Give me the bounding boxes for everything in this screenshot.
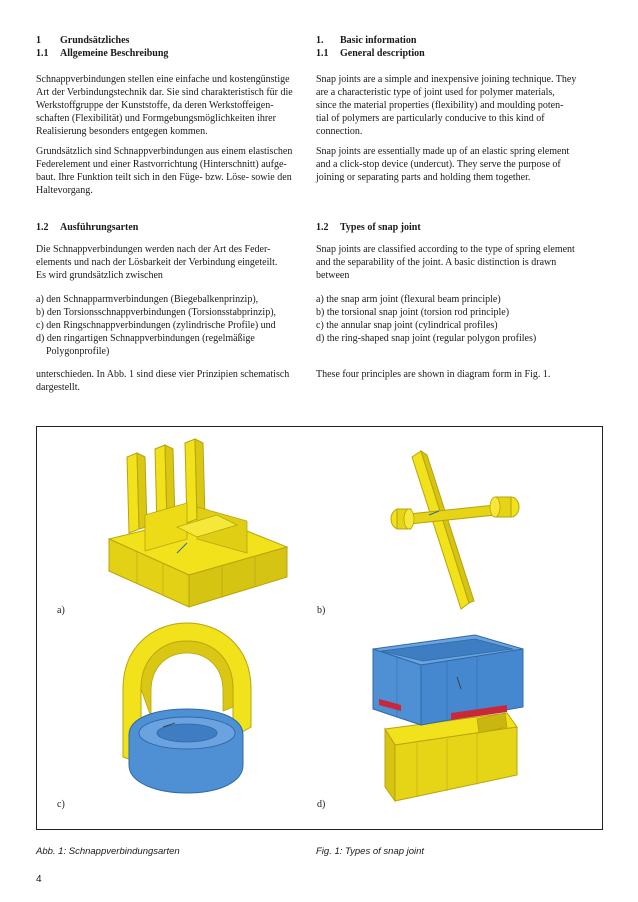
annular-snap-joint-illustration — [123, 623, 251, 793]
english-paragraph-4: These four principles are shown in diagram form in Fig. 1. — [316, 369, 551, 380]
list-item-continuation: Polygonprofile) — [46, 346, 110, 357]
list-item: c) the annular snap joint (cylindrical profiles) — [316, 320, 498, 331]
german-paragraph-4: unterschieden. In Abb. 1 sind diese vier Prinzipien schematisch dargestellt. — [36, 369, 290, 393]
german-paragraph-2: Grundsätzlich sind Schnappverbindungen aus einem elastischen Federelement und einer Rastvorrichtung (Hinterschnitt) aufge- baut. Ihre Funktion teilt sich in den Füge- bzw. Löse- sowie den Haltevorgang. — [36, 146, 293, 196]
list-item: d) den ringartigen Schnappverbindungen (regelmäßige — [36, 333, 255, 344]
section-1-1-heading-en: 1.1 General description — [316, 48, 425, 59]
section-1-heading: 1 Grundsätzliches — [36, 35, 130, 46]
figure-caption-german: Abb. 1: Schnappverbindungsarten — [36, 846, 180, 857]
list-item: d) the ring-shaped snap joint (regular polygon profiles) — [316, 333, 537, 344]
page-number: 4 — [36, 874, 42, 885]
german-paragraph-1: Schnappverbindungen stellen eine einfache und kostengünstige Art der Verbindungstechnik dar. Sie sind charakteristisch für die Werkstoffgruppe der Kunststoffe, da deren Werkstoffeigen- schaften (Flexibilität) und Formgebungsmöglichkeiten ihrer Realisierung besonders entgegen kommen. — [36, 74, 293, 137]
english-column — [316, 34, 584, 60]
section-1-2-heading: 1.2 Ausführungsarten — [36, 222, 139, 233]
list-item: b) den Torsionsschnappverbindungen (Torsionsstabprinzip), — [36, 307, 277, 318]
figure-frame — [36, 426, 603, 830]
list-item: a) the snap arm joint (flexural beam principle) — [316, 294, 501, 305]
english-paragraph-1: Snap joints are a simple and inexpensive joining technique. They are a characteristic type of joint used for polymer materials, since the material properties (flexibility) and moulding poten- tial of polymers are particularly conducive to this kind of connection. — [316, 74, 577, 137]
list-item: c) den Ringschnappverbindungen (zylindrische Profile) und — [36, 320, 276, 331]
ring-snap-joint-illustration — [373, 635, 523, 801]
torsional-snap-joint-illustration — [391, 451, 519, 609]
german-column — [36, 34, 304, 60]
figure-label-a: a) — [57, 605, 65, 616]
figure-caption-english: Fig. 1: Types of snap joint — [316, 846, 425, 857]
english-paragraph-3: Snap joints are classified according to the type of spring element and the separability of the joint. A basic distinction is drawn between — [316, 244, 575, 281]
german-type-list — [36, 293, 304, 358]
section-1-heading-en: 1. Basic information — [316, 35, 417, 46]
figure-label-b: b) — [317, 605, 326, 616]
list-item: a) den Schnapparmverbindungen (Biegebalkenprinzip), — [36, 294, 259, 305]
figure-label-d: d) — [317, 799, 326, 810]
german-paragraph-3: Die Schnappverbindungen werden nach der Art des Feder- elements und nach der Lösbarkeit der Verbindung eingeteilt. Es wird grundsätzlich zwischen — [36, 244, 278, 281]
section-1-2-heading-en: 1.2 Types of snap joint — [316, 222, 421, 233]
snap-arm-joint-illustration — [109, 439, 287, 607]
english-paragraph-2: Snap joints are essentially made up of an elastic spring element and a click-stop device (undercut). They serve the purpose of joining or separating parts and holding them together. — [316, 146, 570, 183]
english-type-list — [316, 293, 584, 345]
figure-illustrations — [37, 427, 604, 831]
section-1-1-heading: 1.1 Allgemeine Beschreibung — [36, 48, 169, 59]
list-item: b) the torsional snap joint (torsion rod principle) — [316, 307, 510, 318]
figure-label-c: c) — [57, 799, 65, 810]
